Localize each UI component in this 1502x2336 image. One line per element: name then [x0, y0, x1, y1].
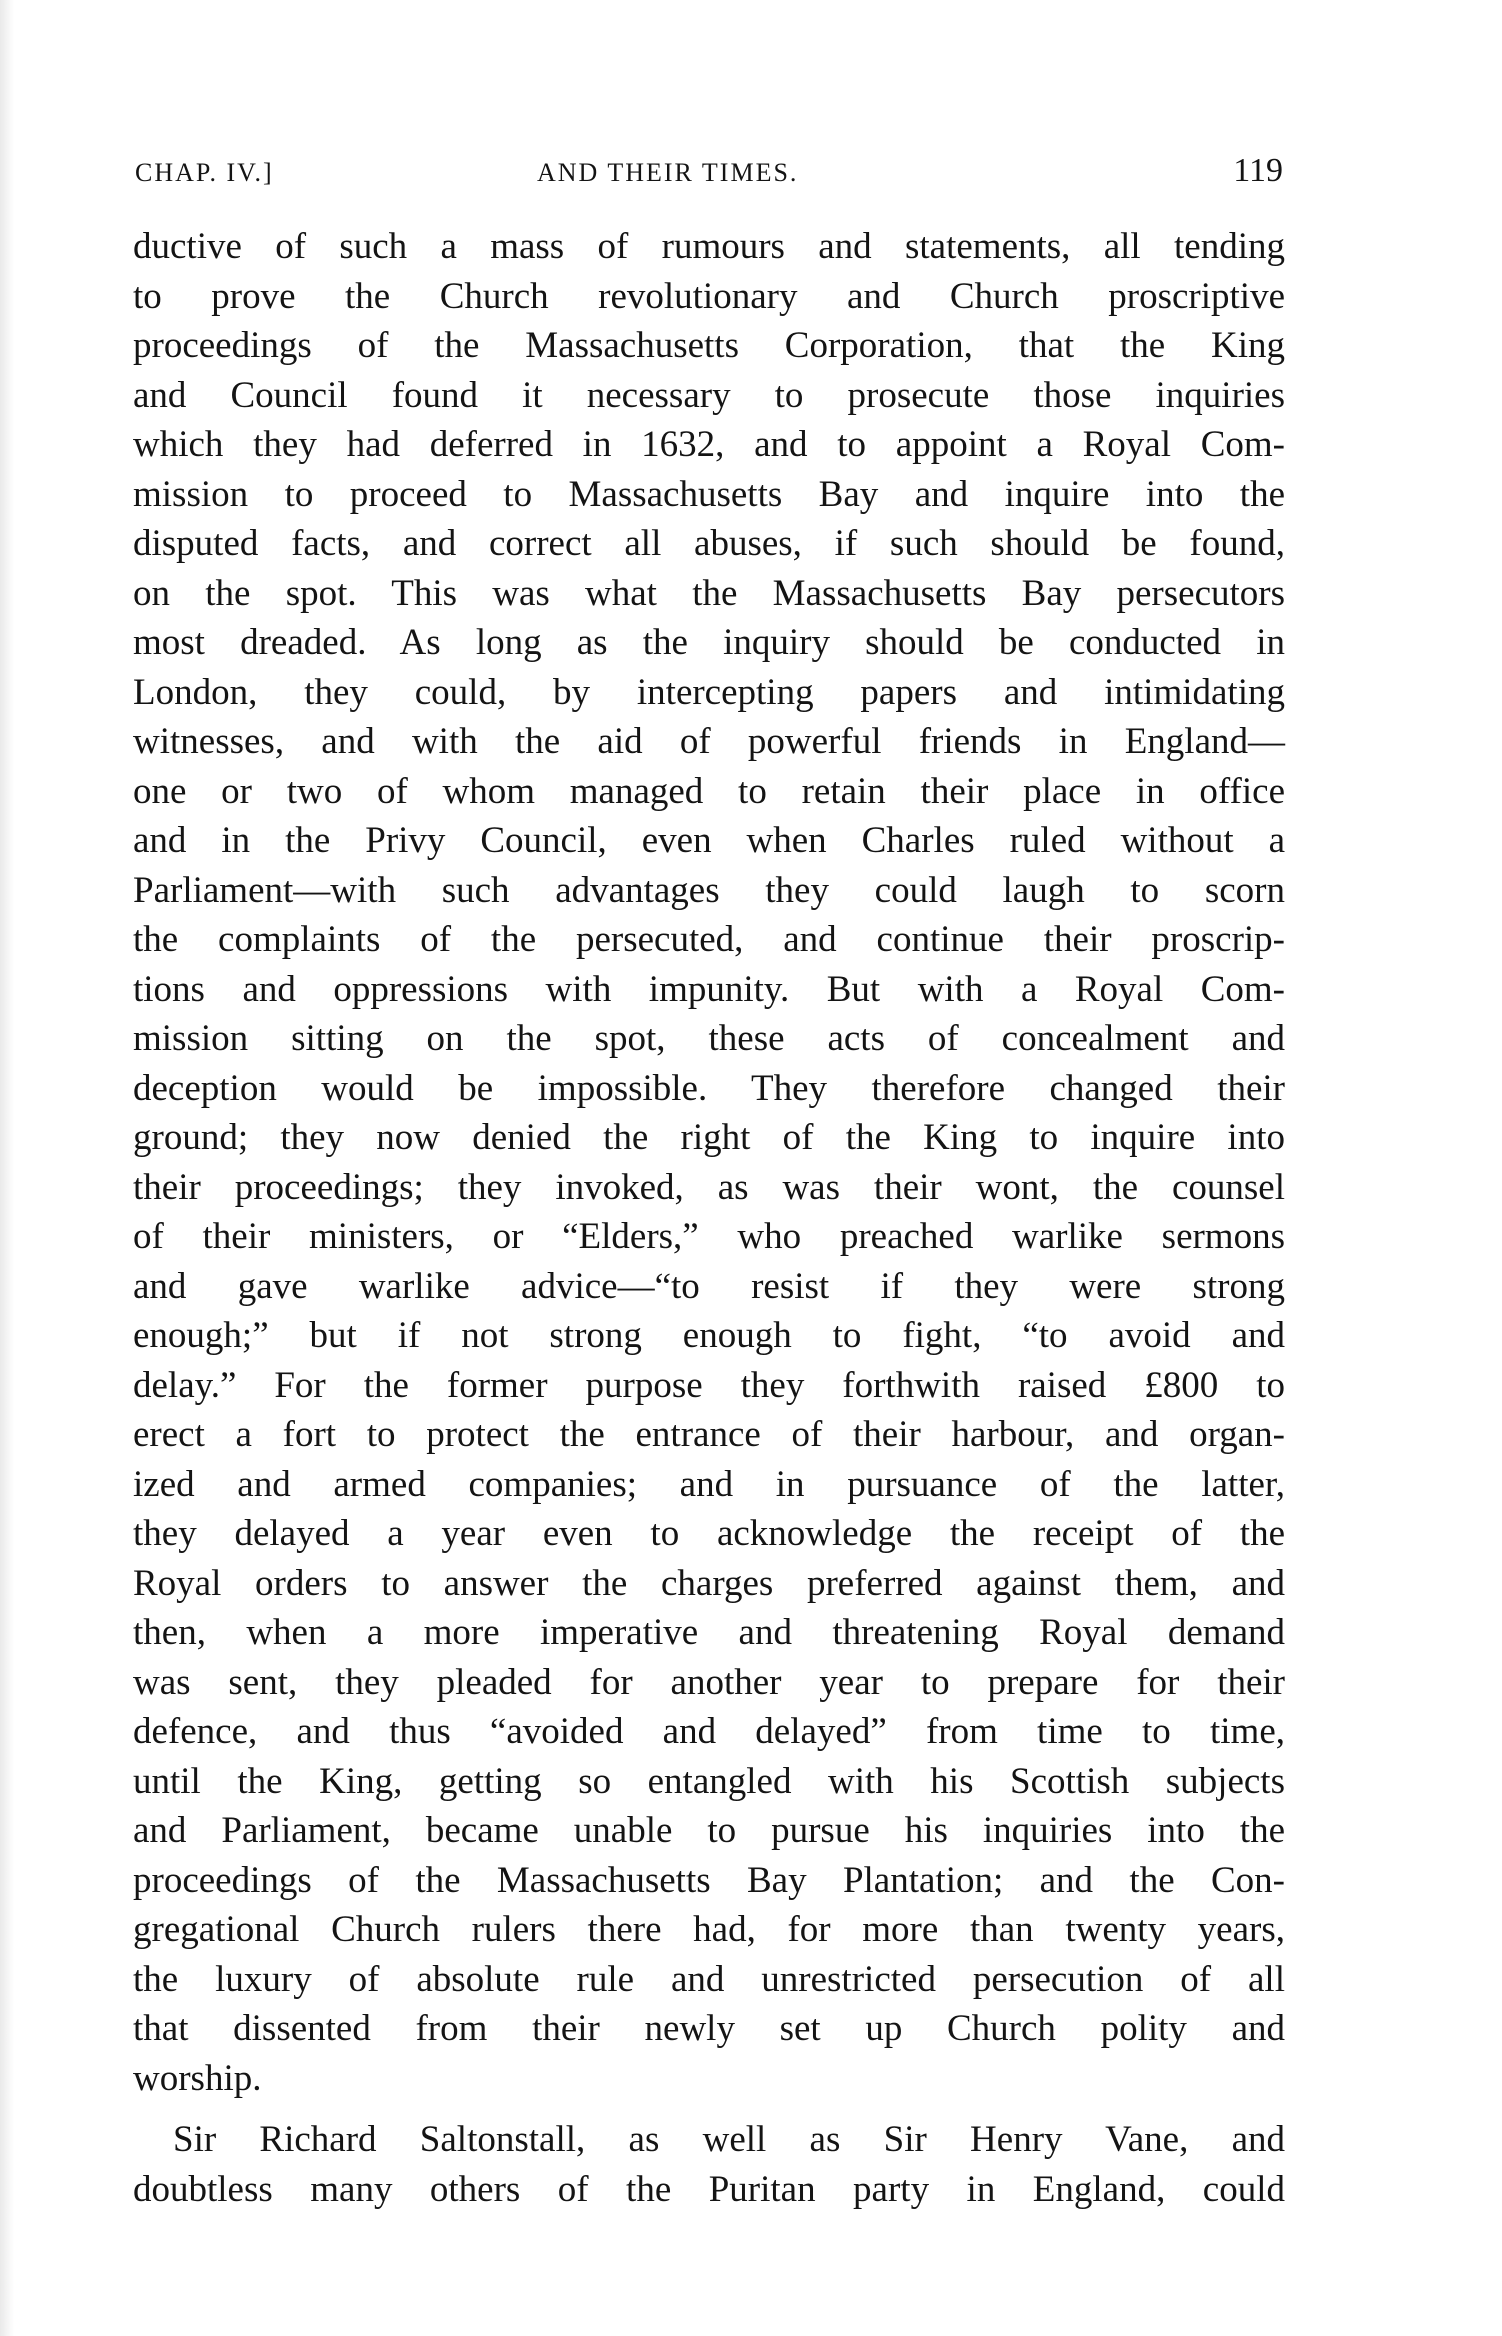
text-line: they delayed a year even to acknowledge the receipt of the	[133, 1513, 1285, 1554]
text-line: witnesses, and with the aid of powerful friends in England—	[133, 721, 1285, 762]
text-line: tions and oppressions with impunity. But with a Royal Com-	[133, 968, 1285, 1010]
text-line: to prove the Church revolutionary and Church proscriptive	[133, 275, 1285, 317]
text-line: delay.” For the former purpose they forthwith raised £800 to	[133, 1364, 1285, 1406]
chapter-label: CHAP. IV.]	[135, 158, 274, 187]
text-line: of their ministers, or “Elders,” who preached warlike sermons	[133, 1216, 1285, 1257]
paragraph	[133, 222, 1285, 2103]
text-line: ductive of such a mass of rumours and statements, all tending	[133, 226, 1285, 267]
text-line: and Parliament, became unable to pursue his inquiries into the	[133, 1810, 1285, 1851]
text-line: proceedings of the Massachusetts Bay Plantation; and the Con-	[133, 1859, 1285, 1901]
text-line: the complaints of the persecuted, and continue their proscrip-	[133, 919, 1285, 960]
text-line: Parliament—with such advantages they could laugh to scorn	[133, 869, 1285, 911]
text-line: the luxury of absolute rule and unrestricted persecution of all	[133, 1958, 1285, 2000]
text-line: Sir Richard Saltonstall, as well as Sir Henry Vane, and	[173, 2119, 1285, 2160]
text-line: ized and armed companies; and in pursuance of the latter,	[133, 1463, 1285, 1505]
text-line: one or two of whom managed to retain their place in office	[133, 770, 1285, 812]
text-line: defence, and thus “avoided and delayed” from time to time,	[133, 1711, 1285, 1752]
text-line: until the King, getting so entangled with his Scottish subjects	[133, 1760, 1285, 1802]
text-line: proceedings of the Massachusetts Corporation, that the King	[133, 325, 1285, 366]
text-line: and gave warlike advice—“to resist if they were strong	[133, 1265, 1285, 1307]
text-line: was sent, they pleaded for another year to prepare for their	[133, 1661, 1285, 1703]
text-line: mission sitting on the spot, these acts of concealment and	[133, 1018, 1285, 1059]
running-header	[135, 152, 1283, 198]
text-line: and Council found it necessary to prosecute those inquiries	[133, 374, 1285, 416]
text-line: erect a fort to protect the entrance of their harbour, and organ-	[133, 1414, 1285, 1455]
text-line: then, when a more imperative and threatening Royal demand	[133, 1612, 1285, 1653]
text-line: worship.	[133, 2057, 262, 2099]
text-line: deception would be impossible. They therefore changed their	[133, 1067, 1285, 1109]
text-line: which they had deferred in 1632, and to appoint a Royal Com-	[133, 424, 1285, 465]
text-line: enough;” but if not strong enough to fight, “to avoid and	[133, 1315, 1285, 1356]
text-line: mission to proceed to Massachusetts Bay and inquire into the	[133, 473, 1285, 515]
text-line: Royal orders to answer the charges preferred against them, and	[133, 1562, 1285, 1604]
text-line: disputed facts, and correct all abuses, if such should be found,	[133, 523, 1285, 564]
text-line: their proceedings; they invoked, as was their wont, the counsel	[133, 1166, 1285, 1208]
text-line: gregational Church rulers there had, for more than twenty years,	[133, 1909, 1285, 1950]
page-number: 119	[1233, 152, 1283, 189]
text-line: and in the Privy Council, even when Charles ruled without a	[133, 820, 1285, 861]
text-line: doubtless many others of the Puritan party in England, could	[133, 2168, 1285, 2210]
text-line: most dreaded. As long as the inquiry should be conducted in	[133, 622, 1285, 663]
page-edge-shadow	[0, 0, 14, 2336]
text-line: on the spot. This was what the Massachusetts Bay persecutors	[133, 572, 1285, 614]
text-line: that dissented from their newly set up Church polity and	[133, 2008, 1285, 2049]
page-body	[133, 222, 1285, 2214]
text-line: ground; they now denied the right of the King to inquire into	[133, 1117, 1285, 1158]
text-line: London, they could, by intercepting papers and intimidating	[133, 671, 1285, 713]
paragraph	[133, 2115, 1285, 2214]
running-title: AND THEIR TIMES.	[537, 158, 799, 187]
